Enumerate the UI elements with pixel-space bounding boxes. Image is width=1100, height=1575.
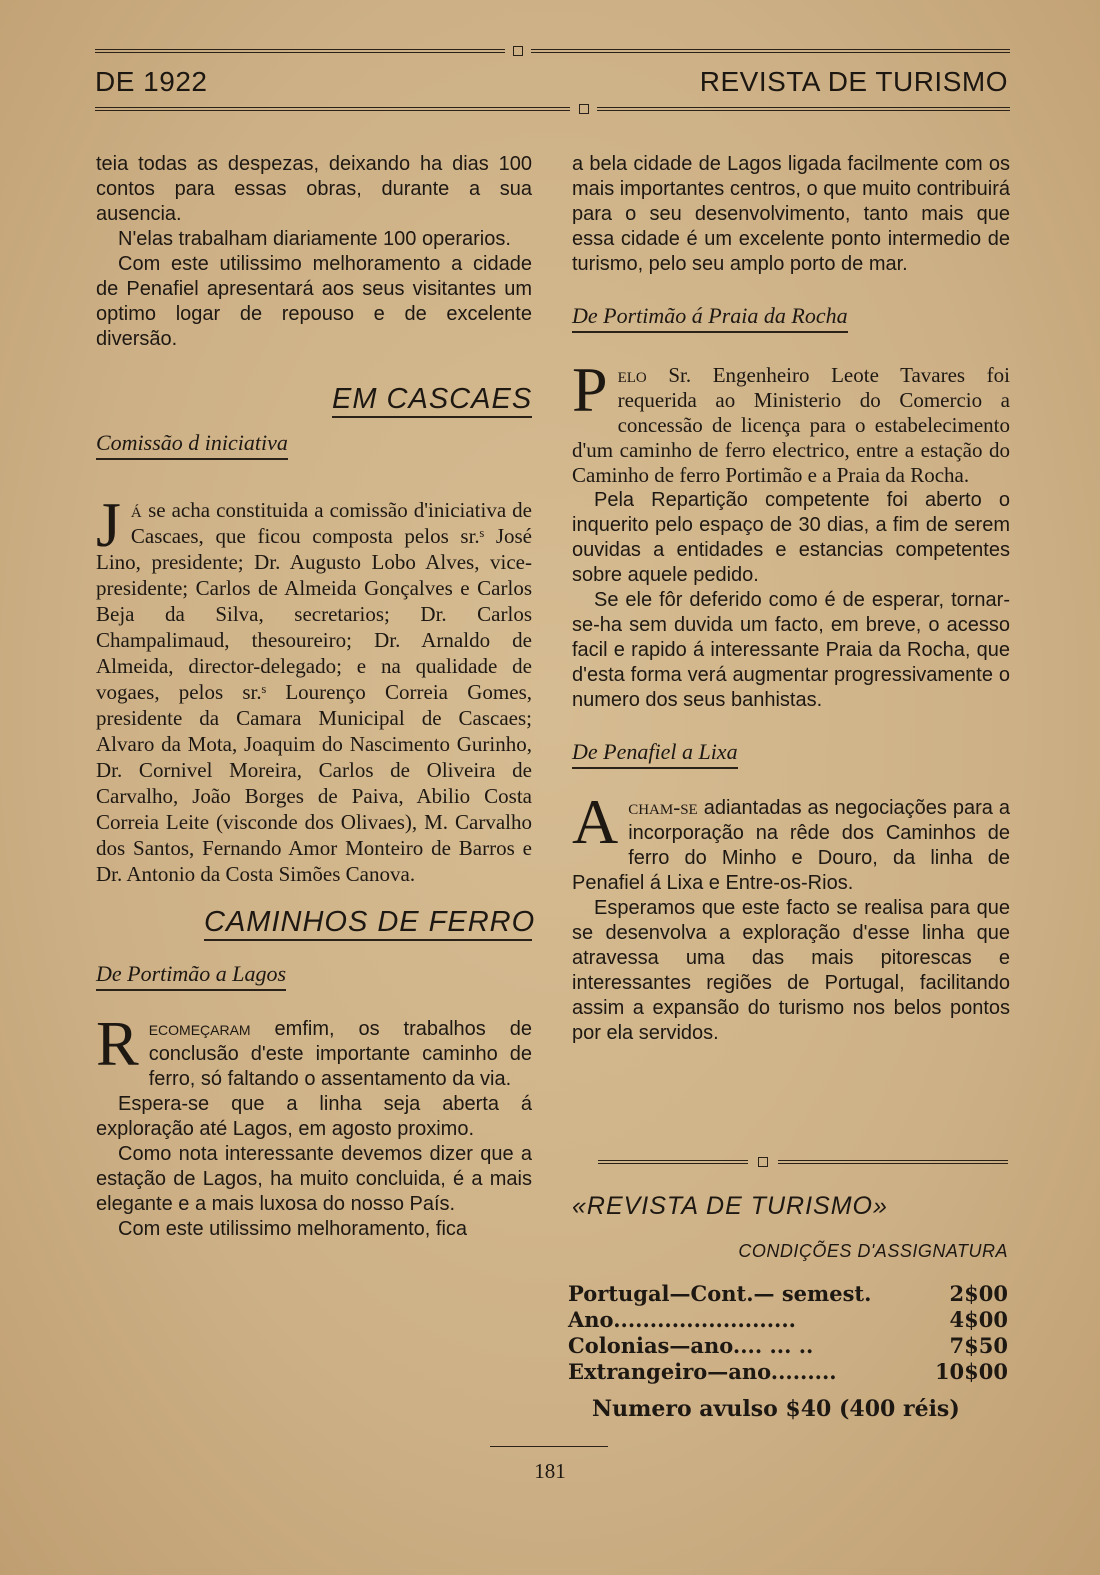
price-row (568, 1281, 1008, 1307)
price-label: Portugal—Cont.— semest. (568, 1281, 872, 1306)
price-label: Extrangeiro—ano......... (568, 1359, 837, 1384)
article-paragraph (572, 354, 1010, 488)
single-issue-price: Numero avulso $40 (400 réis) (592, 1396, 960, 1422)
right-column (572, 152, 1010, 1046)
section-heading-caminhos-de-ferro: CAMINHOS DE FERRO (204, 910, 532, 941)
article-paragraph (96, 489, 532, 888)
article-text: se acha constituida a comissão d'iniciativa de Cascaes, que ficou composta pelos sr.ˢ José Lino, presidente; Dr. Augusto Lobo Alves, vice-presidente; Carlos de Almeida Gonçalves e Carlos Beja da Silva, secretarios; Dr. Carlos Champalimaud, thesoureiro; Dr. Arnaldo de Almeida, director-delegado; e na qualidade de vogaes, pelos sr.ˢ Lourenço Correia Gomes, presidente da Camara Municipal de Cascaes; Alvaro da Mota, Joaquim do Nascimento Gurinho, Dr. Cornivel Moreira, Carlos de Oliveira de Carvalho, João Borges de Paiva, Abilio Costa Correia Leite (visconde dos Olivaes), M. Carvalho dos Santos, Fernando Amor Monteiro de Barros e Dr. Antonio da Costa Simões Canova. (96, 498, 532, 886)
paragraph: Com este utilissimo melhoramento, fica (118, 1218, 468, 1240)
price-row (568, 1359, 1008, 1385)
price-value: 10$00 (934, 1359, 1008, 1384)
header-rule (95, 104, 1010, 118)
subscription-subtitle: CONDIÇÕES D'ASSIGNATURA (738, 1241, 1008, 1261)
price-row (568, 1333, 1008, 1359)
paragraph: teia todas as despezas, deixando ha dias 100 contos para essas obras, durante a sua ausencia. (96, 153, 532, 225)
paragraph: Com este utilissimo melhoramento a cidade de Penafiel apresentará aos seus visitantes um optimo logar de repouso e de excelente diversão. (96, 253, 532, 350)
drop-cap: P (572, 354, 608, 425)
drop-cap: J (96, 489, 121, 560)
paragraph: a bela cidade de Lagos ligada facilmente com os mais importantes centros, o que muito contribuirá para o seu desenvolvimento, tanto mais que essa cidade é um excelente ponto intermedio de turismo, pelo seu amplo porto de mar. (572, 153, 1010, 275)
price-value: 7$50 (949, 1333, 1008, 1358)
lead-word: cham-se (628, 795, 698, 819)
section-heading-em-cascaes: EM CASCAES (332, 387, 532, 418)
price-value: 2$00 (949, 1281, 1008, 1306)
drop-cap: R (96, 1008, 139, 1079)
paragraph: Se ele fôr deferido como é de esperar, tornar-se-ha sem duvida um facto, em breve, o acesso facil e rapido á interessante Praia da Rocha, que d'esta forma verá augmentar progressivamente o numero dos seus banhistas. (572, 589, 1010, 711)
price-label: Ano......................... (568, 1307, 796, 1332)
paragraph: Pela Repartição competente foi aberto o inquerito pelo espaço de 30 dias, a fim de serem ouvidas a entidades e estancias competentes sobre aquele pedido. (572, 489, 1010, 586)
subheading-portimao-lagos: De Portimão a Lagos (96, 961, 286, 991)
article-paragraph (96, 1008, 532, 1092)
lead-word: elo (617, 363, 647, 387)
ornament-divider (598, 1157, 1008, 1171)
footer-rule (490, 1446, 608, 1447)
article-text: emfim, os trabalhos de conclusão d'este importante caminho de ferro, só faltando o assentamento da via. (148, 1018, 532, 1090)
left-column (96, 152, 536, 1242)
top-rule (95, 46, 1010, 60)
running-header-right: REVISTA DE TURISMO (699, 66, 1008, 97)
paragraph: Esperamos que este facto se realisa para que se desenvolva a exploração d'esse linha que atravessa uma das mais pitorescas e interessantes regiões de Portugal, facilitando assim a expansão do turismo nos belos pontos por ela servidos. (572, 897, 1010, 1044)
price-row (568, 1307, 1008, 1333)
lead-word: ecomeçaram (148, 1018, 251, 1040)
subheading-portimao-praia-rocha: De Portimão á Praia da Rocha (572, 303, 848, 333)
subheading-comissao: Comissão d iniciativa (96, 430, 288, 460)
price-label: Colonias—ano.... ... .. (568, 1333, 814, 1358)
subscription-price-table (568, 1281, 1008, 1385)
running-header-left: DE 1922 (95, 66, 208, 97)
subheading-penafiel-lixa: De Penafiel a Lixa (572, 739, 738, 769)
article-text: adiantadas as negociações para a incorporação na rêde dos Caminhos de ferro do Minho e Douro, da linha de Penafiel á Lixa e Entre-os-Rios. (572, 797, 1010, 894)
paragraph: N'elas trabalham diariamente 100 operarios. (118, 228, 511, 250)
price-value: 4$00 (949, 1307, 1008, 1332)
article-paragraph (572, 786, 1010, 896)
paragraph: Espera-se que a linha seja aberta á exploração até Lagos, em agosto proximo. (96, 1093, 532, 1140)
page-number: 181 (534, 1459, 566, 1483)
article-text: Sr. Engenheiro Leote Tavares foi requerida ao Ministerio do Comercio a concessão de licença para o estabelecimento d'um caminho de ferro electrico, entre a estação do Caminho de ferro Portimão e a Praia da Rocha. (572, 363, 1010, 487)
subscription-title: «REVISTA DE TURISMO» (572, 1192, 888, 1220)
paragraph: Como nota interessante devemos dizer que a estação de Lagos, ha muito concluida, é a mais elegante e a mais luxosa do nosso País. (96, 1143, 532, 1215)
lead-word: á (130, 498, 142, 522)
drop-cap: A (572, 786, 619, 857)
